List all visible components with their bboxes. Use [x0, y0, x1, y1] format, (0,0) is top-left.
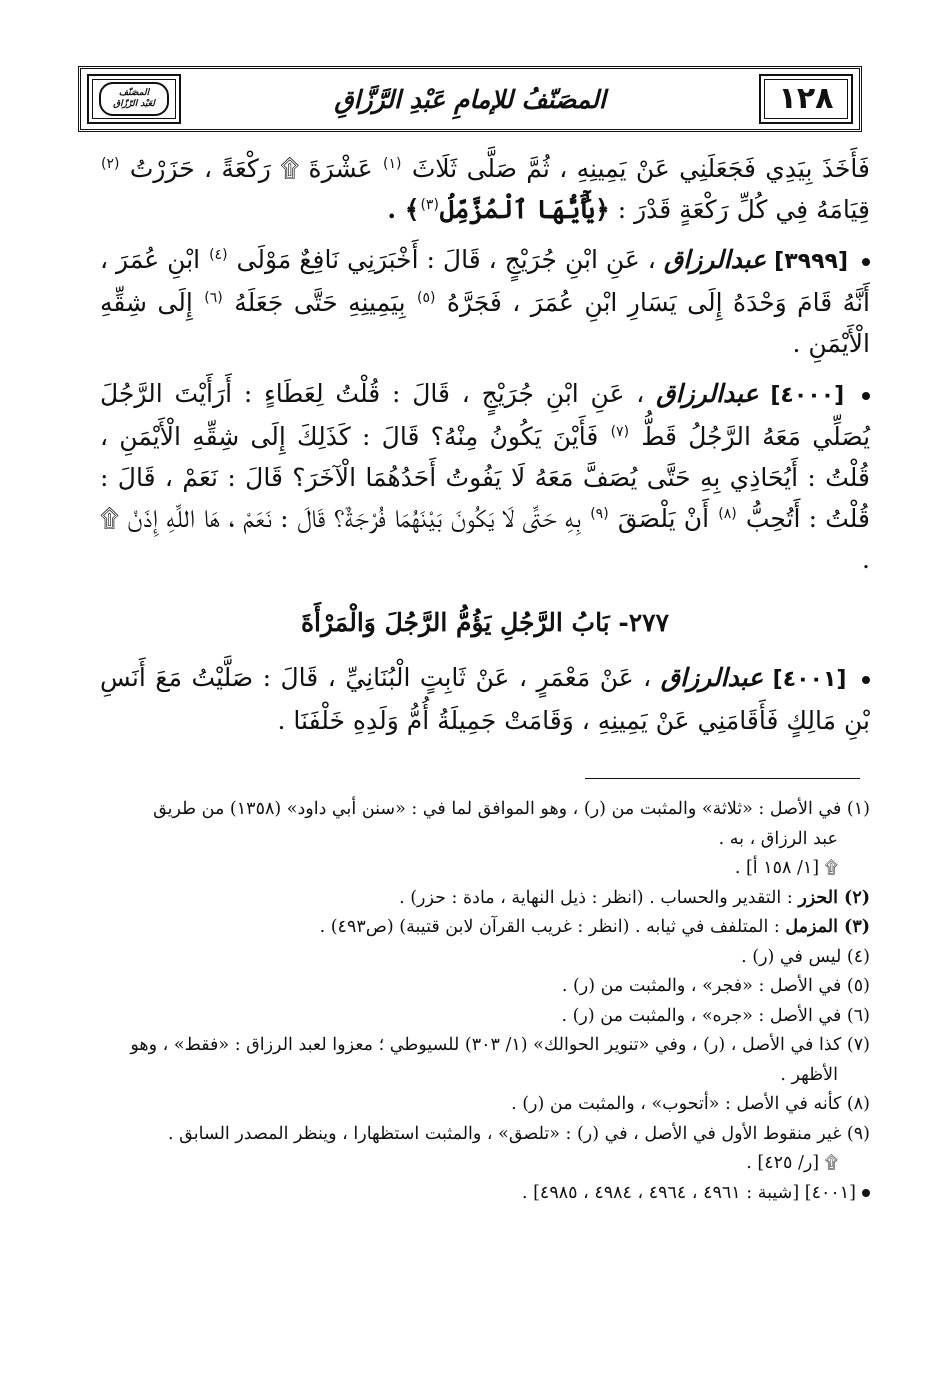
folio-marker: ۩ [ر/ ٤٢٥] .	[746, 1153, 838, 1173]
footnote-ref[interactable]: (٧)	[610, 423, 630, 440]
footnote-9: (٩) غير منقوط الأول في الأصل ، في (ر) : «تلصق» ، والمثبت استظهارا ، وينظر المصدر السابق .	[168, 1123, 870, 1144]
footnote-6: (٦) في الأصل : «جره» ، والمثبت من (ر) .	[561, 1005, 870, 1026]
hadith-number: [٤٠٠٠]	[770, 383, 845, 408]
footnote-ref[interactable]: (٨)	[718, 505, 737, 522]
author-name: عبدالرزاق	[660, 663, 764, 692]
footnote-1: (١) في الأصل : «ثلاثة» والمثبت من (ر) ، وهو الموافق لما في : «سنن أبي داود» (١٣٥٨) من طريق	[153, 799, 870, 819]
hadith-number: [٤٠٠١]	[772, 667, 847, 692]
footnote-5: (٥) في الأصل : «فجر» ، والمثبت من (ر) .	[561, 976, 870, 996]
cross-reference: [٤٠٠١] [شيبة : ٤٩٦١ ، ٤٩٦٤ ، ٤٩٨٤ ، ٤٩٨٥] .	[100, 1179, 870, 1209]
footnote-ref[interactable]: (٤)	[209, 246, 228, 263]
footnote-3: (٣) المزمل : المتلفف في ثيابه . (انظر : غريب القرآن لابن قتيبة) (ص٤٩٣) .	[319, 917, 870, 937]
seal-line-1: المصَنّف	[118, 88, 150, 98]
footnote-separator	[585, 778, 860, 779]
continuation-paragraph: فَأَخَذَ بِيَدِي فَجَعَلَنِي عَنْ يَمِينِهِ ، ثُمَّ صَلَّى ثَلَاثَ $^{(١)}$ عَشْرَةَ ۩ رَكْعَةً ، حَزَرْتُ $^{(٢)}$ قِيَامَهُ فِي كُلِّ رَكْعَةٍ قَدْرَ : ﴿يَٰٓأَيُّهَا ٱلْمُزَّمِّلُ$^{(٣)}$﴾ .	[101, 154, 870, 224]
bullet-icon	[862, 1189, 870, 1197]
book-title: المصَنّفُ للإمامِ عَبْدِ الرَّزَّاقِ	[334, 84, 606, 114]
quran-quote: ﴿يَٰٓأَيُّهَا ٱلْمُزَّمِّلُ	[439, 195, 610, 224]
hadith-3999: [٣٩٩٩] عبدالرزاق ، عَنِ ابْنِ جُرَيْجٍ ، قَالَ : أَخْبَرَنِي نَافِعٌ مَوْلَى $^{(٤)}$ ابْنِ عُمَرَ ، أَنَّهُ قَامَ وَحْدَهُ إِلَى يَسَارِ ابْنِ عُمَرَ ، فَجَرَّهُ $^{(٥)}$ بِيَمِينِهِ حَتَّى جَعَلَهُ $^{(٦)}$ إِلَى شِقِّهِ الْأَيْمَنِ .	[100, 245, 870, 358]
hadith-4001: [٤٠٠١] عبدالرزاق ، عَنْ مَعْمَرٍ ، عَنْ ثَابِتٍ الْبُنَانِيِّ ، قَالَ : صَلَّيْتُ مَعَ أَنَسِ بْنِ مَالِكٍ فَأَقَامَنِي عَنْ يَمِينِهِ ، وَقَامَتْ جَمِيلَةُ أُمُّ وَلَدِهِ خَلْفَنَا .	[100, 663, 870, 735]
folio-marker: ۩ [١/ ١٥٨ أ] .	[734, 858, 838, 878]
footnote-4: (٤) ليس في (ر) .	[741, 946, 870, 967]
footnote-ref[interactable]: (١)	[383, 155, 402, 172]
main-text	[100, 148, 870, 741]
footnote-7-continued: الأظهر .	[780, 1064, 838, 1085]
seal-line-2: لعَبْد الرّزّاق	[113, 99, 155, 109]
author-name: عبدالرزاق	[656, 379, 759, 408]
footnote-ref[interactable]: (٩)	[590, 505, 609, 522]
chapter-heading: ٢٧٧- بَابُ الرَّجُلِ يَؤُمُّ الرَّجُلَ وَالْمَرْأَةَ	[300, 608, 670, 637]
hadith-number: [٣٩٩٩]	[774, 249, 849, 274]
hadith-4000: [٤٠٠٠] عبدالرزاق ، عَنِ ابْنِ جُرَيْجٍ ، قَالَ : قُلْتُ لِعَطَاءٍ : أَرَأَيْتَ الرَّجُلَ يُصَلِّي مَعَهُ الرَّجُلُ قَطُّ $^{(٧)}$ فَأَيْنَ يَكُونُ مِنْهُ؟ قَالَ : كَذَلِكَ إِلَى شِقِّهِ الْأَيْمَنِ ، قُلْتُ : أَيُحَاذِي بِهِ حَتَّى يُصَفَّ مَعَهُ لَا يَفُوتُ أَحَدُهُمَا الْآخَرَ؟ قَالَ : نَعَمْ ، قَالَ : قُلْتُ : أَتُحِبُّ $^{(٨)}$ أَنْ يَلْصَقَ $^{(٩)}$ بِهِ حَتَّى لَا يَكُونَ بَيْنَهُمَا فُرْجَةٌ؟ قَالَ : نَعَمْ ، هَا اللَّهِ إِذَنْ ۩ .	[100, 379, 871, 574]
footnote-ref[interactable]: (٢)	[101, 155, 120, 172]
seal-box	[87, 74, 181, 124]
footnotes	[100, 795, 870, 1208]
footnote-2: (٢) الحزر : التقدير والحساب . (انظر : ذيل النهاية ، مادة : حزر) .	[399, 887, 870, 908]
bullet-icon	[862, 258, 870, 266]
footnote-ref[interactable]: (٣)	[420, 196, 439, 213]
bullet-icon	[862, 676, 870, 684]
book-seal-logo	[99, 82, 169, 116]
footnote-ref[interactable]: (٦)	[204, 289, 223, 306]
footnote-ref[interactable]: (٥)	[416, 289, 436, 306]
footnote-1-continued: عبد الرزاق ، به .	[718, 828, 838, 849]
author-name: عبدالرزاق	[663, 245, 767, 274]
page-number: ١٢٨	[778, 81, 834, 116]
page-number-box	[759, 74, 853, 124]
footnote-8: (٨) كأنه في الأصل : «أتحوب» ، والمثبت من (ر) .	[511, 1094, 870, 1114]
bullet-icon	[862, 392, 870, 400]
running-header	[78, 66, 862, 132]
footnote-7: (٧) كذا في الأصل ، (ر) ، وفي «تنوير الحوالك» (١/ ٣٠٣) للسيوطي ؛ معزوا لعبد الرزاق : «فقط» ، وهو	[130, 1035, 870, 1055]
